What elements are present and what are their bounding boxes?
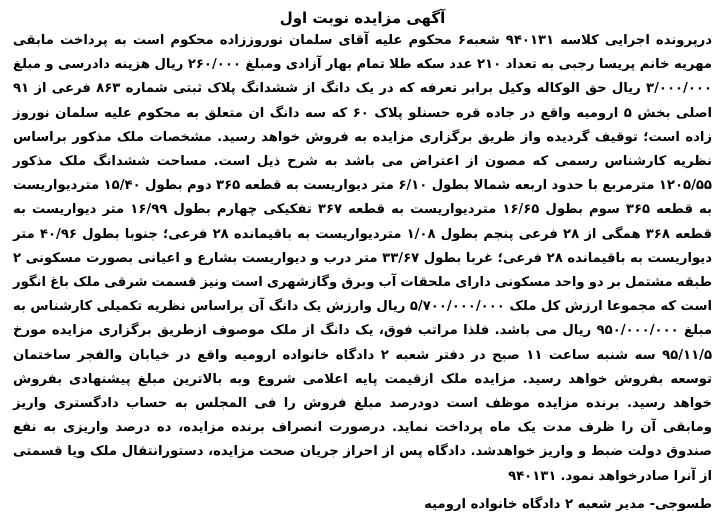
notice-body: درپرونده اجرایی کلاسه ۹۴۰۱۳۱ شعبه۶ محکوم علیه آقای سلمان نوروززاده محکوم است به پرداخت مابقی مهریه خانم پریسا رجبی به تعداد ۲۱۰ عدد سکه طلا تمام بهار آزادی ومبلغ ۲۶۰/۰۰۰ ریال هزینه دادرسی و مبلغ ۳/۰۰۰/۰۰۰ ریال حق الوکاله وکیل برابر تعرفه که در یک دانگ از ششدانگ پلاک ثبتی شماره ۸۶۳ فرعی از ۹۱ اصلی بخش ۵ ارومیه واقع در جاده قره حسنلو پلاک ۶۰ که سه دانگ ان متعلق به محکوم علیه سلمان نوروز زاده است؛ توقیف گردیده واز طریق برگزاری مزایده به فروش خواهد رسید. مشخصات ملک مذکور براساس نظریه کارشناس رسمی که مصون از اعتراض می باشد به شرح ذیل است. مساحت ششدانگ ملک مذکور ۱۲۰۵/۵۵ مترمربع با حدود اربعه شمالا بطول ۶/۱۰ متر دیواریست به قطعه ۳۶۵ دوم بطول ۱۵/۴۰ متردیواریست به قطعه ۳۶۵ سوم بطول ۱۶/۶۵ متردیواریست به قطعه ۳۶۷ تفکیکی چهارم بطول ۱۶/۹۹ متر دیواریست به قطعه ۳۶۸ همگی از ۲۸ فرعی پنجم بطول ۱/۰۸ متردیواریست به باقیمانده ۲۸ فرعی؛ جنوبا بطول ۴۰/۹۶ متر دیواریست به باقیمانده ۲۸ فرعی؛ غربا بطول ۳۳/۶۷ متر درب و دیواریست بشارع و اعیانی بصورت مسکونی ۲ طبقه مشتمل بر دو واحد مسکونی دارای ملحقات آب وبرق وگازشهری است ونیز قسمت شرقی ملک باغ انگور است که مجموعا ارزش کل ملک ۵/۷۰۰/۰۰۰/۰۰۰ ریال وارزش یک دانگ آن براساس نظریه تکمیلی کارشناس به مبلغ ۹۵۰/۰۰۰/۰۰۰ ریال می باشد. فلذا مراتب فوق، یک دانگ از ملک موصوف ازطریق برگزاری مزایده مورخ ۹۵/۱۱/۵ سه شنبه ساعت ۱۱ صبح در دفتر شعبه ۲ دادگاه خانواده ارومیه واقع در خیابان والفجر ساختمان توسعه بفروش خواهد رسید. مزایده ملک ازقیمت پایه اعلامی شروع وبه بالاترین مبلغ پیشنهادی بفروش خواهد رسید. برنده مزایده موظف است دودرصد مبلغ فروش را فی المجلس به حساب دادگستری واریز ومابقی آن را ظرف مدت یک ماه پرداخت نماید. درصورت انصراف برنده مزایده، ده درصد واریزی به نفع صندوق دولت ضبط و واریز خواهدشد. دادگاه پس از احراز جریان صحت مزایده، دستورانتقال ملک ویا قسمتی از آنرا صادرخواهد نمود. ۹۴۰۱۳۱	[13, 33, 713, 484]
notice-title: آگهی مزایده نوبت اول	[279, 9, 446, 27]
notice-signature: طسوجی- مدیر شعبه ۲ دادگاه خانواده ارومیه	[424, 496, 712, 512]
auction-notice	[7, 4, 718, 522]
